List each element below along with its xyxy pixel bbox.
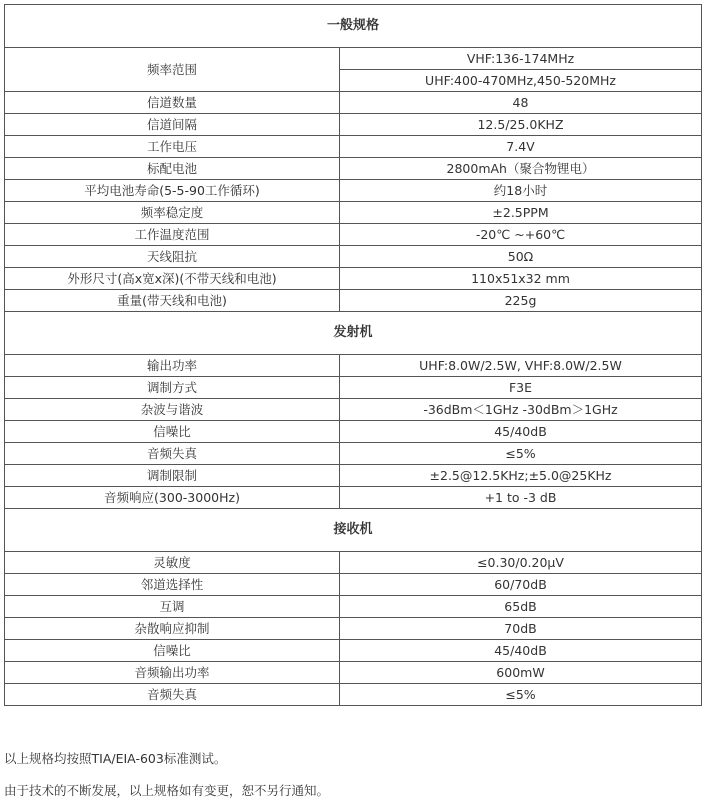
- spec-label: 音频输出功率: [5, 662, 340, 684]
- section-header-row: [5, 312, 702, 355]
- spec-value: ±2.5PPM: [340, 202, 702, 224]
- spec-label: 工作温度范围: [5, 224, 340, 246]
- spec-value: 45/40dB: [340, 421, 702, 443]
- spec-value: UHF:400-470MHz,450-520MHz: [340, 70, 702, 92]
- spec-label: 音频失真: [5, 684, 340, 706]
- spec-value: VHF:136-174MHz: [340, 48, 702, 70]
- section-title: 接收机: [5, 509, 702, 552]
- spec-value: 600mW: [340, 662, 702, 684]
- spec-value: ±2.5@12.5KHz;±5.0@25KHz: [340, 465, 702, 487]
- spec-label: 信道间隔: [5, 114, 340, 136]
- table-row: [5, 246, 702, 268]
- table-row: [5, 290, 702, 312]
- spec-label: 调制方式: [5, 377, 340, 399]
- table-row: [5, 552, 702, 574]
- spec-label: 音频响应(300-3000Hz): [5, 487, 340, 509]
- table-row: [5, 377, 702, 399]
- spec-label: 杂散响应抑制: [5, 618, 340, 640]
- table-row: [5, 596, 702, 618]
- table-row: [5, 114, 702, 136]
- spec-table: [4, 4, 702, 706]
- note-disclaimer: 由于技术的不断发展，以上规格如有变更，恕不另行通知。: [4, 783, 330, 798]
- spec-value: 约18小时: [340, 180, 702, 202]
- note-standard: 以上规格均按照TIA/EIA-603标准测试。: [4, 751, 227, 766]
- table-row: [5, 355, 702, 377]
- spec-value: -36dBm＜1GHz -30dBm＞1GHz: [340, 399, 702, 421]
- table-row: [5, 268, 702, 290]
- spec-value: UHF:8.0W/2.5W, VHF:8.0W/2.5W: [340, 355, 702, 377]
- spec-value: ≤5%: [340, 443, 702, 465]
- spec-label: 频率范围: [5, 48, 340, 92]
- spec-value: 50Ω: [340, 246, 702, 268]
- section-title: 发射机: [5, 312, 702, 355]
- table-row: [5, 136, 702, 158]
- table-row: [5, 92, 702, 114]
- table-row: [5, 618, 702, 640]
- spec-label: 频率稳定度: [5, 202, 340, 224]
- spec-label: 信噪比: [5, 421, 340, 443]
- spec-value: 45/40dB: [340, 640, 702, 662]
- spec-label: 信道数量: [5, 92, 340, 114]
- table-row: [5, 684, 702, 706]
- spec-value: F3E: [340, 377, 702, 399]
- spec-value: 225g: [340, 290, 702, 312]
- spec-value: -20℃ ~+60℃: [340, 224, 702, 246]
- spec-label: 标配电池: [5, 158, 340, 180]
- spec-label: 平均电池寿命(5-5-90工作循环): [5, 180, 340, 202]
- spec-label: 信噪比: [5, 640, 340, 662]
- table-row: [5, 574, 702, 596]
- section-header-row: [5, 509, 702, 552]
- spec-value: +1 to -3 dB: [340, 487, 702, 509]
- spec-value: 12.5/25.0KHZ: [340, 114, 702, 136]
- table-row: [5, 224, 702, 246]
- table-row: [5, 443, 702, 465]
- spec-value: 65dB: [340, 596, 702, 618]
- spec-label: 重量(带天线和电池): [5, 290, 340, 312]
- spec-value: 110x51x32 mm: [340, 268, 702, 290]
- table-row: [5, 180, 702, 202]
- spec-label: 音频失真: [5, 443, 340, 465]
- spec-label: 互调: [5, 596, 340, 618]
- spec-label: 外形尺寸(高x宽x深)(不带天线和电池): [5, 268, 340, 290]
- table-row: [5, 158, 702, 180]
- spec-label: 天线阻抗: [5, 246, 340, 268]
- section-title: 一般规格: [5, 5, 702, 48]
- spec-label: 邻道选择性: [5, 574, 340, 596]
- table-row: [5, 421, 702, 443]
- section-header-row: [5, 5, 702, 48]
- table-row: [5, 640, 702, 662]
- table-row: [5, 487, 702, 509]
- spec-value: 7.4V: [340, 136, 702, 158]
- spec-value: 60/70dB: [340, 574, 702, 596]
- table-row: [5, 202, 702, 224]
- table-row: [5, 399, 702, 421]
- spec-label: 工作电压: [5, 136, 340, 158]
- table-row: [5, 662, 702, 684]
- table-row: [5, 48, 702, 70]
- spec-label: 输出功率: [5, 355, 340, 377]
- spec-value: 48: [340, 92, 702, 114]
- spec-value: ≤0.30/0.20μV: [340, 552, 702, 574]
- spec-label: 杂波与谐波: [5, 399, 340, 421]
- spec-label: 灵敏度: [5, 552, 340, 574]
- spec-label: 调制限制: [5, 465, 340, 487]
- spec-value: 70dB: [340, 618, 702, 640]
- spec-value: ≤5%: [340, 684, 702, 706]
- spec-table-body: [5, 5, 702, 706]
- spec-value: 2800mAh（聚合物锂电）: [340, 158, 702, 180]
- table-row: [5, 465, 702, 487]
